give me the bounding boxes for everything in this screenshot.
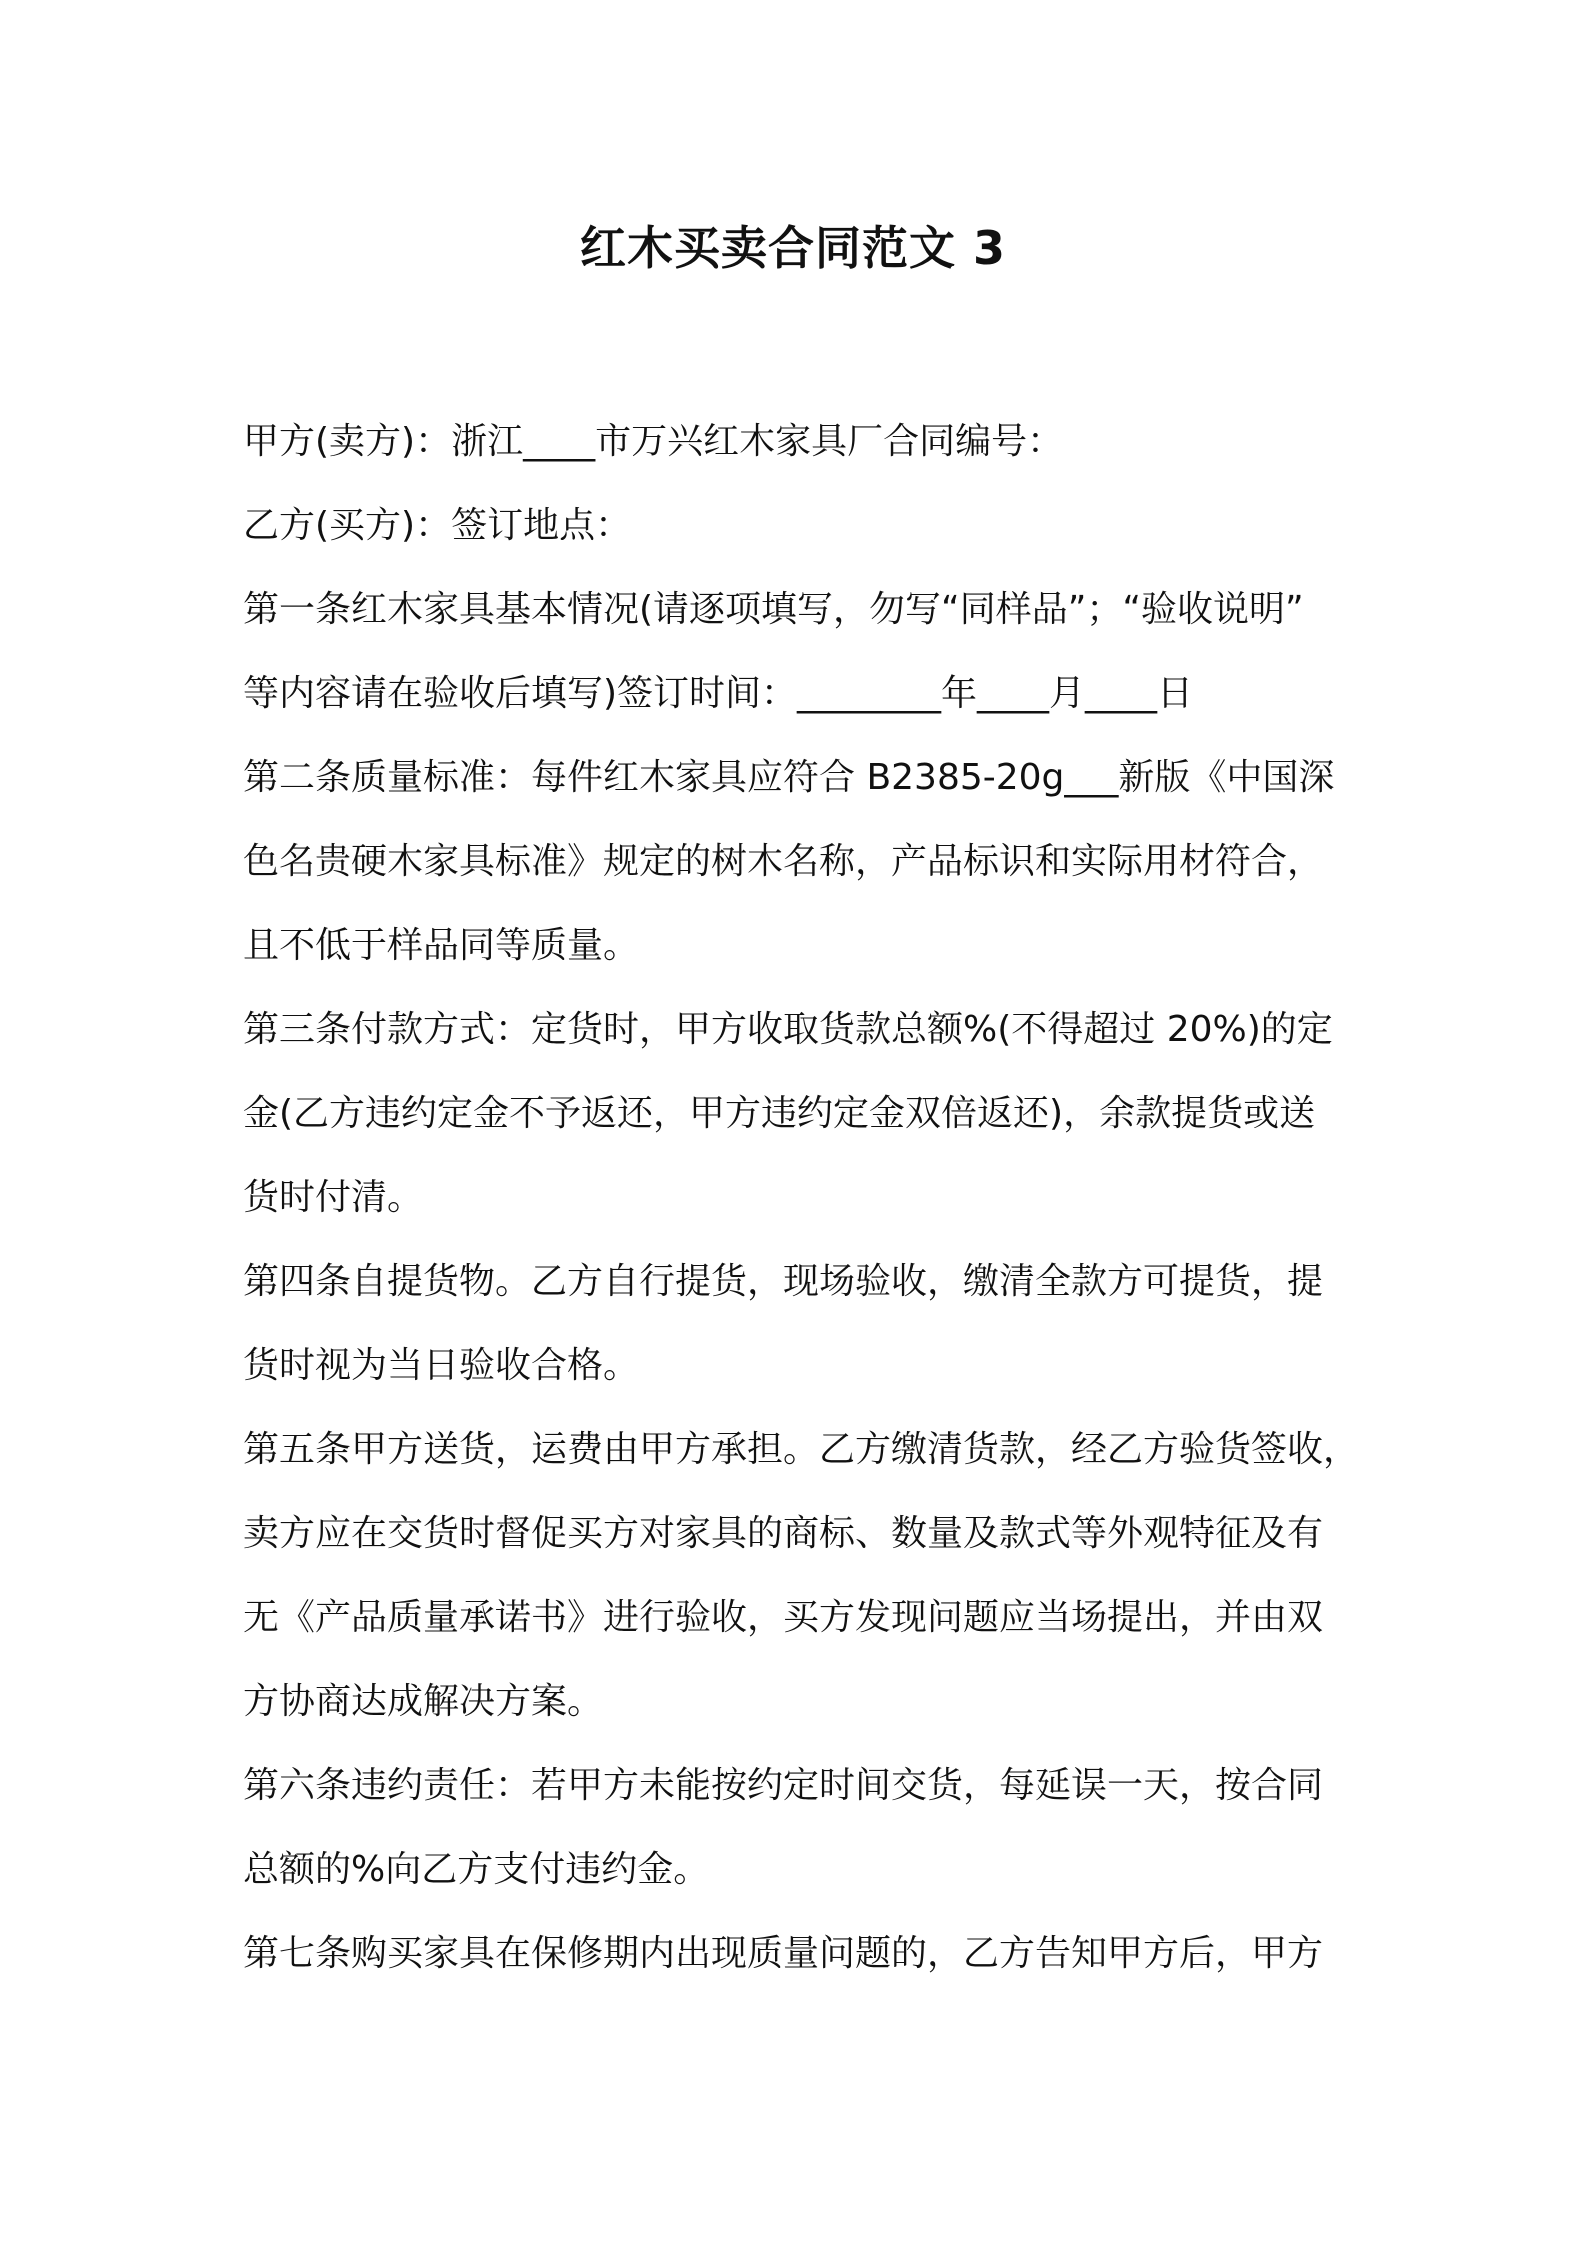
text-line: 方协商达成解决方案。 [243,1681,604,1722]
text-line: 乙方(买方)：签订地点： [243,505,632,546]
text-line: 第一条红木家具基本情况(请逐项填写，勿写“同样品”；“验收说明” [243,589,1304,630]
text-line: 卖方应在交货时督促买方对家具的商标、数量及款式等外观特征及有 [243,1513,1324,1554]
text-line: 色名贵硬木家具标准》规定的树木名称，产品标识和实际用材符合， [243,841,1324,882]
text-line: 等内容请在验收后填写)签订时间：________年____月____日 [243,673,1194,714]
text-line: 第五条甲方送货，运费由甲方承担。乙方缴清货款，经乙方验货签收， [243,1429,1360,1470]
text-line: 第四条自提货物。乙方自行提货，现场验收，缴清全款方可提货，提 [243,1261,1324,1302]
text-line: 货时付清。 [243,1177,424,1218]
text-line: 无《产品质量承诺书》进行验收，买方发现问题应当场提出，并由双 [243,1597,1324,1638]
text-line: 金(乙方违约定金不予返还，甲方违约定金双倍返还)，余款提货或送 [243,1093,1316,1134]
text-line: 且不低于样品同等质量。 [243,925,640,966]
text-line: 货时视为当日验收合格。 [243,1345,640,1386]
text-line: 第六条违约责任：若甲方未能按约定时间交货，每延误一天，按合同 [243,1765,1324,1806]
text-line: 第七条购买家具在保修期内出现质量问题的，乙方告知甲方后，甲方 [243,1933,1324,1974]
text-line: 总额的%向乙方支付违约金。 [243,1849,710,1890]
text-line: 第三条付款方式：定货时，甲方收取货款总额%(不得超过 20%)的定 [243,1009,1333,1050]
text-line: 第二条质量标准：每件红木家具应符合 B2385-20g___新版《中国深 [243,757,1335,798]
document-body [243,400,1363,1996]
text-line: 甲方(卖方)：浙江____市万兴红木家具厂合同编号： [243,421,1064,462]
document-title: 红木买卖合同范文 3 [579,221,1007,275]
